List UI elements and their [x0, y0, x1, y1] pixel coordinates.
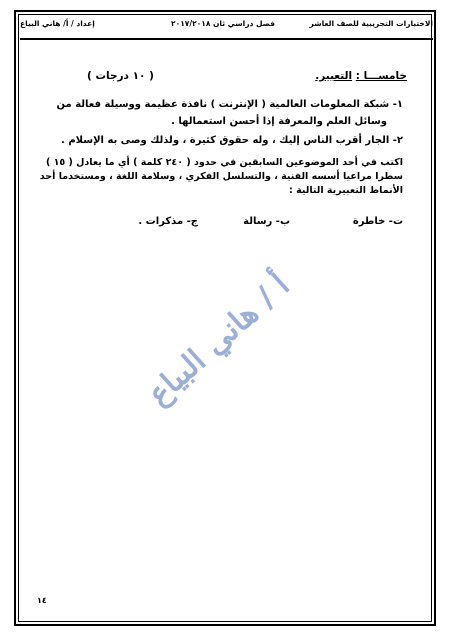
- page-number: ١٤: [37, 596, 47, 605]
- section-title: التعبير.: [315, 70, 353, 82]
- author-watermark: أ / هاني البياع: [140, 267, 297, 413]
- instruction-line-3: الأنماط التعبيرية التالية :: [289, 185, 403, 196]
- topic-2: ٢- الجار أقرب الناس إليك ، وله حقوق كثيرة ، ولذلك وصى به الإسلام .: [61, 135, 403, 146]
- header-term: فصل دراسي ثان ٢٠١٧/٢٠١٨: [171, 19, 275, 28]
- option-risala: ب- رسالة: [243, 216, 290, 227]
- header-title: الاختبارات التجريبية للصف العاشر: [309, 19, 433, 28]
- topic-1-line-2: وسائل العلم والمعرفة إذا أحسن استعمالها .: [171, 116, 387, 127]
- instruction-line-1: اكتب في أحد الموضوعين السابقين في حدود ( ٢٤٠ كلمة ) أي ما يعادل ( ١٥ ): [45, 157, 403, 168]
- topic-1-line-1: ١- شبكة المعلومات العالمية ( الإنترنت ) نافذة عظيمة ووسيلة فعالة من: [56, 99, 403, 110]
- section-prefix: خامســـا :: [355, 70, 407, 82]
- instruction-line-2: سطرا مراعيا أسسه الفنية ، والتسلسل الفكري ، وسلامة اللغة ، ومستخدما أحد: [39, 171, 403, 182]
- section-heading: [315, 70, 407, 82]
- header-divider: [20, 38, 433, 40]
- option-mudhakkarat: ج- مذكرات .: [138, 216, 198, 227]
- page-header: [20, 16, 433, 40]
- option-khatira: ت- خاطرة: [352, 216, 403, 227]
- header-author: إعداد / أ/ هاني البياع: [20, 19, 95, 28]
- section-marks: ( ١٠ درجات ): [87, 70, 154, 82]
